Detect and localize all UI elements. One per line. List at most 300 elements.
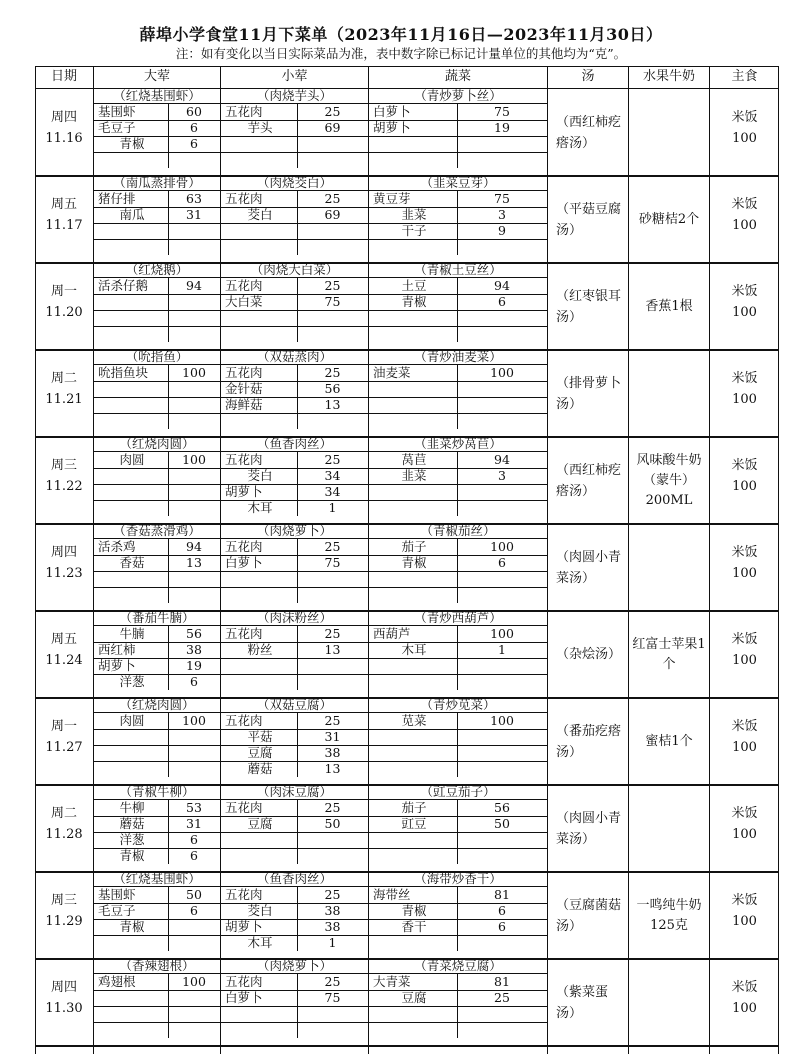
soup-cell xyxy=(548,785,628,872)
ingredient-quantity: 6 xyxy=(190,832,198,847)
ingredient-row-border xyxy=(94,1006,220,1007)
ingredient-row-border xyxy=(94,413,220,414)
ingredient-name: 香菇 xyxy=(119,555,145,570)
staple-cell xyxy=(710,368,779,410)
ingredient-row-border xyxy=(221,571,368,572)
ingredient-name: 白萝卜 xyxy=(373,104,411,119)
day-cell xyxy=(35,629,93,671)
ingredient-row-border xyxy=(94,500,220,501)
ingredient-name: 鸡翅根 xyxy=(98,974,136,989)
ingredient-name: 五花肉 xyxy=(225,539,263,554)
main-dish-name: （红烧肉圆） xyxy=(119,436,195,451)
ingredient-name: 西葫芦 xyxy=(373,626,411,641)
ingredient-name: 豆腐 xyxy=(247,816,273,831)
ingredient-name: 五花肉 xyxy=(225,974,263,989)
staple-cell xyxy=(710,107,779,149)
soup-cell xyxy=(548,872,628,959)
staple-cell xyxy=(710,281,779,323)
ingredient-row-border xyxy=(94,294,220,295)
ingredient-divider xyxy=(168,729,169,745)
fruit-milk-cell xyxy=(629,872,709,959)
soup-name: （豆腐菌菇汤） xyxy=(556,897,622,934)
header-vegetable: 蔬菜 xyxy=(444,69,471,84)
ingredient-quantity: 25 xyxy=(324,452,341,467)
ingredient-row-border xyxy=(94,935,220,936)
staple-quantity: 100 xyxy=(732,740,757,755)
main-dish-name: （红烧肉圆） xyxy=(119,697,195,712)
page-title: 薛埠小学食堂11月下菜单（2023年11月16日—2023年11月30日） xyxy=(139,25,663,44)
veg-dish-name: （豇豆茄子） xyxy=(420,784,496,799)
weekday-label: 周三 xyxy=(50,458,77,473)
ingredient-divider xyxy=(457,381,458,397)
fruit-milk-cell xyxy=(629,785,709,872)
main-dish-name: （香辣翅根） xyxy=(119,958,195,973)
ingredient-divider xyxy=(457,326,458,342)
ingredient-row-border xyxy=(221,413,368,414)
staple-cell xyxy=(710,629,779,671)
ingredient-quantity: 6 xyxy=(190,136,198,151)
ingredient-row-border xyxy=(369,310,547,311)
staple-name: 米饭 xyxy=(731,371,758,386)
ingredient-divider xyxy=(457,729,458,745)
ingredient-name: 青椒 xyxy=(119,919,145,934)
ingredient-quantity: 6 xyxy=(190,848,198,863)
ingredient-divider xyxy=(297,658,298,674)
ingredient-row-border xyxy=(221,1022,368,1023)
small-dish-name: （肉烧萝卜） xyxy=(256,958,332,973)
ingredient-quantity: 94 xyxy=(186,278,202,293)
ingredient-quantity: 13 xyxy=(324,761,341,776)
staple-quantity: 100 xyxy=(732,827,757,842)
weekday-label: 周三 xyxy=(50,893,77,908)
weekday-label: 周二 xyxy=(50,806,77,821)
day-cell xyxy=(35,368,93,410)
staple-cell xyxy=(710,542,779,584)
ingredient-divider xyxy=(168,745,169,761)
ingredient-divider xyxy=(168,990,169,1006)
ingredient-divider xyxy=(168,1022,169,1038)
date-label: 11.30 xyxy=(45,1001,83,1016)
ingredient-divider xyxy=(297,310,298,326)
date-label: 11.23 xyxy=(45,566,83,581)
ingredient-row-border xyxy=(94,152,220,153)
ingredient-divider xyxy=(457,500,458,516)
ingredient-row-border xyxy=(221,658,368,659)
soup-name: （西红柿疙瘩汤） xyxy=(556,114,622,151)
veg-dish-name: （青椒土豆丝） xyxy=(414,262,502,277)
staple-cell xyxy=(710,890,779,932)
ingredient-name: 活杀鸡 xyxy=(98,539,136,554)
ingredient-name: 五花肉 xyxy=(225,887,263,902)
ingredient-name: 金针菇 xyxy=(225,381,263,396)
ingredient-row-border xyxy=(369,587,547,588)
ingredient-quantity: 6 xyxy=(498,903,506,918)
staple-name: 米饭 xyxy=(731,980,758,995)
ingredient-row-border xyxy=(369,848,547,849)
main-dish-name: （南瓜蒸排骨） xyxy=(113,175,201,190)
ingredient-name: 五花肉 xyxy=(225,191,263,206)
ingredient-name: 洋葱 xyxy=(119,832,145,847)
ingredient-row-border xyxy=(94,761,220,762)
ingredient-quantity: 100 xyxy=(182,974,206,989)
ingredient-divider xyxy=(457,413,458,429)
ingredient-row-border xyxy=(94,587,220,588)
veg-dish-name: （韭菜豆芽） xyxy=(420,175,496,190)
soup-name: （排骨萝卜汤） xyxy=(556,375,622,412)
column-border xyxy=(368,66,369,1054)
ingredient-row-border xyxy=(94,1022,220,1023)
ingredient-row-border xyxy=(221,152,368,153)
ingredient-quantity: 6 xyxy=(498,294,506,309)
ingredient-quantity: 25 xyxy=(324,800,341,815)
ingredient-quantity: 6 xyxy=(498,555,506,570)
main-dish-name: （红烧基围虾） xyxy=(113,88,201,103)
small-dish-name: （肉烧茭白） xyxy=(256,175,332,190)
staple-quantity: 100 xyxy=(732,653,757,668)
ingredient-name: 五花肉 xyxy=(225,800,263,815)
ingredient-name: 胡萝卜 xyxy=(98,658,136,673)
ingredient-row-border xyxy=(369,674,547,675)
ingredient-divider xyxy=(457,658,458,674)
staple-quantity: 100 xyxy=(732,218,757,233)
ingredient-quantity: 38 xyxy=(186,642,202,657)
ingredient-name: 五花肉 xyxy=(225,626,263,641)
ingredient-divider xyxy=(297,413,298,429)
date-label: 11.27 xyxy=(45,740,83,755)
soup-name: （杂烩汤） xyxy=(556,647,622,662)
fruit-milk-text: 风味酸牛奶（蒙牛）200ML xyxy=(636,452,702,508)
veg-dish-name: （青炒西葫芦） xyxy=(414,610,502,625)
ingredient-divider xyxy=(457,1022,458,1038)
ingredient-name: 茭白 xyxy=(247,207,273,222)
ingredient-name: 豆腐 xyxy=(401,990,427,1005)
veg-dish-name: （青炒油麦菜） xyxy=(414,349,502,364)
staple-quantity: 100 xyxy=(732,566,757,581)
day-cell xyxy=(35,455,93,497)
day-cell xyxy=(35,803,93,845)
ingredient-divider xyxy=(297,136,298,152)
ingredient-name: 干子 xyxy=(401,223,427,238)
date-label: 11.24 xyxy=(45,653,83,668)
small-dish-name: （肉烧萝卜） xyxy=(256,523,332,538)
ingredient-quantity: 100 xyxy=(182,713,206,728)
soup-name: （平菇豆腐汤） xyxy=(556,201,622,238)
ingredient-quantity: 75 xyxy=(494,191,510,206)
date-label: 11.17 xyxy=(45,218,83,233)
ingredient-quantity: 31 xyxy=(186,816,202,831)
ingredient-row-border xyxy=(369,413,547,414)
header-staple: 主食 xyxy=(731,69,758,84)
ingredient-divider xyxy=(297,571,298,587)
ingredient-row-border xyxy=(221,239,368,240)
fruit-milk-cell xyxy=(629,263,709,350)
weekday-label: 周五 xyxy=(50,632,77,647)
ingredient-quantity: 50 xyxy=(494,816,510,831)
fruit-milk-cell xyxy=(629,89,709,176)
ingredient-row-border xyxy=(369,484,547,485)
header-fruit-milk: 水果牛奶 xyxy=(642,69,695,84)
ingredient-quantity: 34 xyxy=(324,484,341,499)
soup-cell xyxy=(548,698,628,785)
ingredient-divider xyxy=(457,136,458,152)
small-dish-name: （鱼香肉丝） xyxy=(256,871,332,886)
staple-cell xyxy=(710,977,779,1019)
ingredient-quantity: 100 xyxy=(182,365,206,380)
ingredient-row-border xyxy=(369,1022,547,1023)
ingredient-row-border xyxy=(369,381,547,382)
ingredient-quantity: 94 xyxy=(494,452,510,467)
staple-quantity: 100 xyxy=(732,1001,757,1016)
ingredient-quantity: 75 xyxy=(324,555,341,570)
small-dish-name: （肉沫粉丝） xyxy=(256,610,332,625)
ingredient-quantity: 63 xyxy=(186,191,202,206)
staple-name: 米饭 xyxy=(731,110,758,125)
ingredient-quantity: 25 xyxy=(324,191,341,206)
ingredient-quantity: 6 xyxy=(190,903,198,918)
main-dish-name: （番茄牛腩） xyxy=(119,610,195,625)
veg-dish-name: （青炒苋菜） xyxy=(420,697,496,712)
ingredient-divider xyxy=(168,239,169,255)
ingredient-quantity: 19 xyxy=(494,120,510,135)
small-dish-name: （双菇蒸肉） xyxy=(256,349,332,364)
ingredient-quantity: 100 xyxy=(490,626,514,641)
ingredient-row-border xyxy=(94,397,220,398)
ingredient-divider xyxy=(457,935,458,951)
ingredient-row-border xyxy=(94,571,220,572)
ingredient-name: 大青菜 xyxy=(373,974,411,989)
ingredient-row-border xyxy=(221,1006,368,1007)
ingredient-name: 青椒 xyxy=(401,294,427,309)
fruit-milk-cell xyxy=(629,611,709,698)
ingredient-name: 南瓜 xyxy=(119,207,145,222)
ingredient-row-border xyxy=(94,310,220,311)
ingredient-name: 肉圆 xyxy=(119,452,145,467)
ingredient-divider xyxy=(457,761,458,777)
ingredient-divider xyxy=(297,674,298,690)
staple-cell xyxy=(710,803,779,845)
staple-name: 米饭 xyxy=(731,632,758,647)
ingredient-divider xyxy=(457,571,458,587)
ingredient-quantity: 3 xyxy=(498,207,506,222)
ingredient-name: 海鲜菇 xyxy=(225,397,263,412)
ingredient-row-border xyxy=(369,745,547,746)
ingredient-quantity: 34 xyxy=(324,468,341,483)
ingredient-quantity xyxy=(168,919,220,935)
ingredient-row-border xyxy=(221,136,368,137)
ingredient-divider xyxy=(168,500,169,516)
soup-cell xyxy=(548,611,628,698)
day-cell xyxy=(35,890,93,932)
ingredient-quantity: 25 xyxy=(324,104,341,119)
staple-quantity: 100 xyxy=(732,392,757,407)
main-dish-name: （红烧鹅） xyxy=(125,262,189,277)
ingredient-divider xyxy=(297,1006,298,1022)
ingredient-name: 吮指鱼块 xyxy=(98,365,149,380)
ingredient-row-border xyxy=(221,310,368,311)
ingredient-row-border xyxy=(94,729,220,730)
ingredient-row-border xyxy=(221,674,368,675)
ingredient-quantity: 25 xyxy=(324,278,341,293)
soup-name: （西红柿疙瘩汤） xyxy=(556,462,622,499)
ingredient-name: 豆腐 xyxy=(247,745,273,760)
ingredient-divider xyxy=(457,1006,458,1022)
fruit-milk-text: 红富士苹果1个 xyxy=(632,636,706,672)
ingredient-name: 粉丝 xyxy=(247,642,273,657)
ingredient-row-border xyxy=(369,239,547,240)
ingredient-quantity: 1 xyxy=(328,935,337,950)
ingredient-quantity: 9 xyxy=(498,223,506,238)
ingredient-row-border xyxy=(369,832,547,833)
ingredient-name: 洋葱 xyxy=(119,674,145,689)
soup-cell xyxy=(548,89,628,176)
ingredient-row-border xyxy=(221,848,368,849)
soup-name: （番茄疙瘩汤） xyxy=(556,723,622,760)
ingredient-name: 肉圆 xyxy=(119,713,145,728)
ingredient-quantity: 1 xyxy=(328,500,337,515)
weekday-label: 周四 xyxy=(50,110,77,125)
ingredient-name: 活杀仔鹅 xyxy=(98,278,149,293)
ingredient-quantity: 100 xyxy=(490,365,514,380)
ingredient-row-border xyxy=(369,500,547,501)
soup-name: （红枣银耳汤） xyxy=(556,288,622,325)
ingredient-divider xyxy=(168,484,169,500)
ingredient-name: 木耳 xyxy=(247,935,273,950)
date-label: 11.20 xyxy=(45,305,83,320)
ingredient-quantity: 25 xyxy=(494,990,510,1005)
staple-quantity: 100 xyxy=(732,914,757,929)
ingredient-name: 五花肉 xyxy=(225,278,263,293)
ingredient-name: 木耳 xyxy=(247,500,273,515)
ingredient-name: 基围虾 xyxy=(98,104,136,119)
ingredient-name: 五花肉 xyxy=(225,104,263,119)
ingredient-divider xyxy=(297,587,298,603)
weekday-label: 周一 xyxy=(50,719,77,734)
staple-quantity: 100 xyxy=(732,479,757,494)
ingredient-name: 牛柳 xyxy=(119,800,145,815)
fruit-milk-cell xyxy=(629,176,709,263)
ingredient-name: 茭白 xyxy=(247,468,273,483)
veg-dish-name: （青菜烧豆腐） xyxy=(414,958,502,973)
main-dish-name: （香菇蒸滑鸡） xyxy=(113,523,201,538)
staple-name: 米饭 xyxy=(731,806,758,821)
ingredient-name: 茭白 xyxy=(247,903,273,918)
ingredient-row-border xyxy=(221,326,368,327)
ingredient-name: 毛豆子 xyxy=(98,120,136,135)
ingredient-row-border xyxy=(369,571,547,572)
fruit-milk-cell xyxy=(629,437,709,524)
ingredient-divider xyxy=(457,587,458,603)
ingredient-row-border xyxy=(94,484,220,485)
ingredient-name: 香干 xyxy=(401,919,427,934)
ingredient-quantity: 38 xyxy=(324,745,341,760)
main-dish-name: （吮指鱼） xyxy=(125,349,189,364)
staple-name: 米饭 xyxy=(731,545,758,560)
small-dish-name: （肉烧大白菜） xyxy=(250,262,339,277)
small-dish-name: （肉沫豆腐） xyxy=(256,784,332,799)
ingredient-quantity: 6 xyxy=(498,919,506,934)
ingredient-name: 莴苣 xyxy=(401,452,427,467)
ingredient-name: 土豆 xyxy=(401,278,427,293)
ingredient-quantity: 75 xyxy=(324,294,341,309)
ingredient-quantity: 6 xyxy=(190,674,198,689)
staple-cell xyxy=(710,194,779,236)
day-cell xyxy=(35,542,93,584)
ingredient-name: 韭菜 xyxy=(401,207,427,222)
ingredient-divider xyxy=(297,1022,298,1038)
ingredient-name: 茄子 xyxy=(401,800,427,815)
ingredient-quantity: 25 xyxy=(324,626,341,641)
weekday-label: 周四 xyxy=(50,980,77,995)
veg-dish-name: （海带炒香干） xyxy=(414,871,502,886)
fruit-milk-cell xyxy=(629,959,709,1046)
ingredient-name: 茄子 xyxy=(401,539,427,554)
ingredient-name: 西红柿 xyxy=(98,642,136,657)
ingredient-quantity: 56 xyxy=(186,626,202,641)
ingredient-divider xyxy=(457,745,458,761)
soup-cell xyxy=(548,350,628,437)
ingredient-divider xyxy=(168,587,169,603)
ingredient-name: 胡萝卜 xyxy=(225,919,263,934)
ingredient-quantity: 53 xyxy=(186,800,202,815)
ingredient-quantity: 60 xyxy=(186,104,202,119)
ingredient-quantity: 50 xyxy=(186,887,202,902)
ingredient-divider xyxy=(168,761,169,777)
ingredient-quantity: 13 xyxy=(186,555,202,570)
ingredient-quantity: 31 xyxy=(324,729,341,744)
ingredient-divider xyxy=(168,1006,169,1022)
ingredient-name: 基围虾 xyxy=(98,887,136,902)
ingredient-divider xyxy=(168,935,169,951)
weekday-label: 周二 xyxy=(50,371,77,386)
ingredient-divider xyxy=(168,294,169,310)
date-label: 11.22 xyxy=(45,479,83,494)
ingredient-name: 黄豆芽 xyxy=(373,191,411,206)
ingredient-divider xyxy=(297,239,298,255)
ingredient-divider xyxy=(457,310,458,326)
soup-cell xyxy=(548,959,628,1046)
staple-name: 米饭 xyxy=(731,197,758,212)
ingredient-quantity: 56 xyxy=(324,381,341,396)
main-dish-name: （红烧基围虾） xyxy=(113,871,201,886)
ingredient-name: 芋头 xyxy=(247,120,273,135)
ingredient-divider xyxy=(168,413,169,429)
ingredient-divider xyxy=(297,848,298,864)
staple-quantity: 100 xyxy=(732,131,757,146)
ingredient-row-border xyxy=(369,761,547,762)
ingredient-name: 韭菜 xyxy=(401,468,427,483)
ingredient-row-border xyxy=(369,935,547,936)
ingredient-row-border xyxy=(369,729,547,730)
header-date: 日期 xyxy=(50,69,77,84)
ingredient-name: 牛腩 xyxy=(119,626,145,641)
ingredient-quantity: 81 xyxy=(494,887,510,902)
fruit-milk-text: 砂糖桔2个 xyxy=(638,211,700,227)
ingredient-quantity: 25 xyxy=(324,974,341,989)
header-soup: 汤 xyxy=(581,69,595,84)
ingredient-divider xyxy=(297,832,298,848)
staple-name: 米饭 xyxy=(731,893,758,908)
day-cell xyxy=(35,194,93,236)
ingredient-quantity: 6 xyxy=(190,120,198,135)
date-label: 11.28 xyxy=(45,827,83,842)
ingredient-quantity: 13 xyxy=(324,397,341,412)
header-small-dish: 小荤 xyxy=(281,69,308,84)
menu-table xyxy=(35,66,779,1054)
ingredient-divider xyxy=(168,468,169,484)
ingredient-quantity: 100 xyxy=(490,539,514,554)
ingredient-name: 五花肉 xyxy=(225,365,263,380)
ingredient-name: 苋菜 xyxy=(401,713,427,728)
